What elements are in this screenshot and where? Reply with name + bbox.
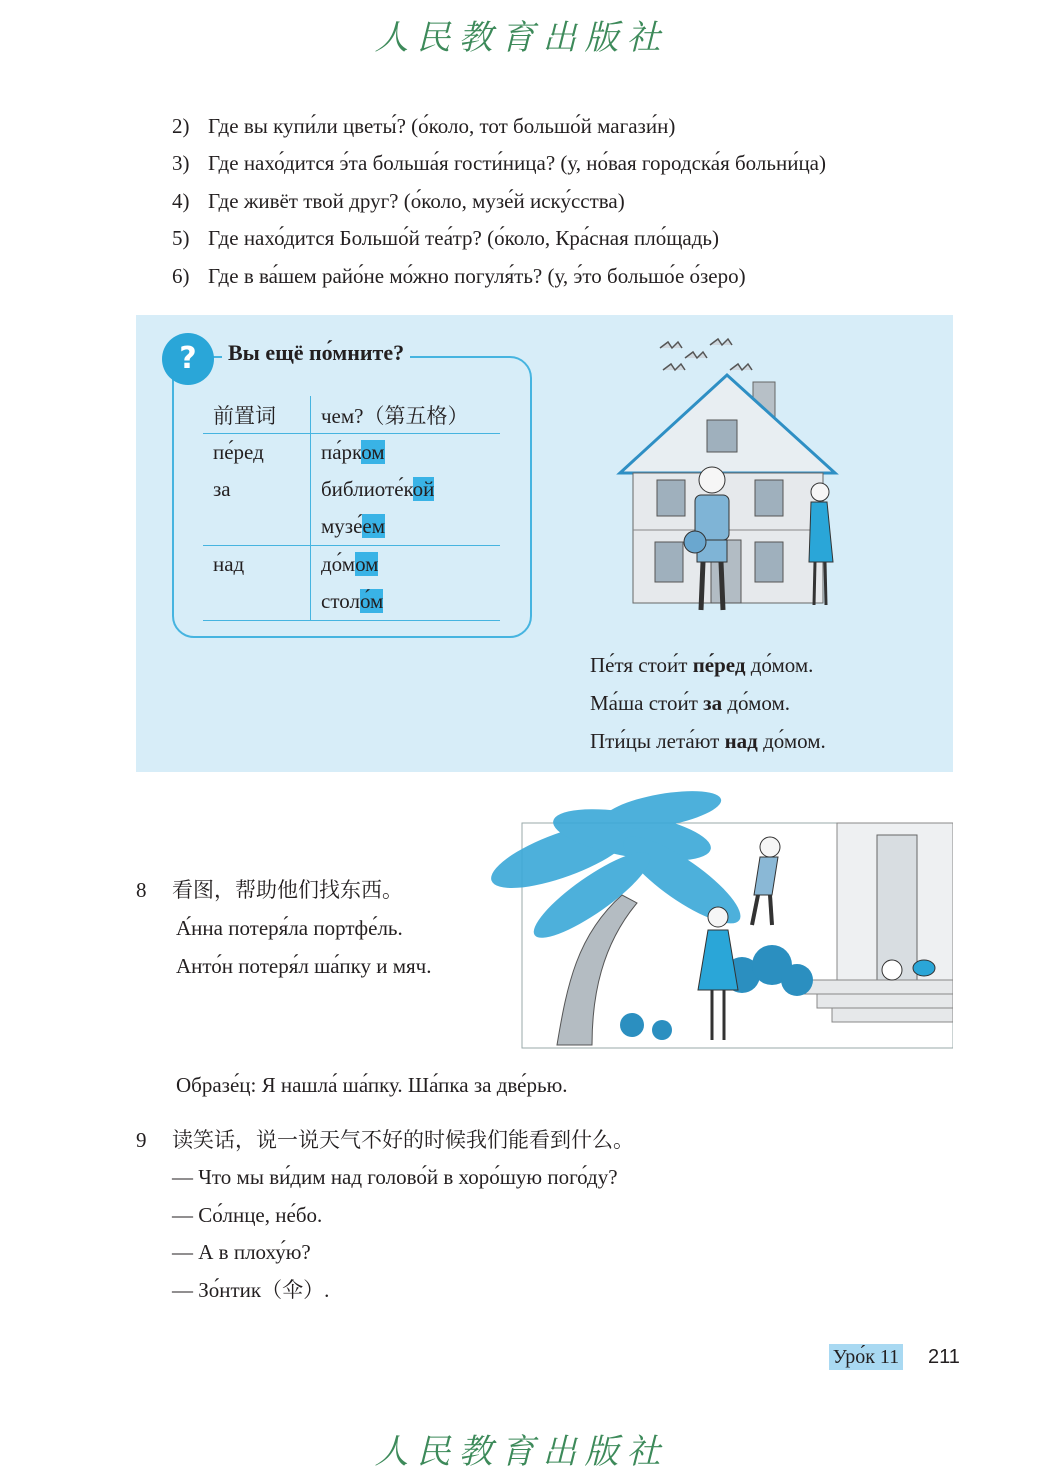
- preposition-cell: пе́ред: [203, 434, 311, 472]
- birds-icon: [660, 339, 752, 370]
- exercise-number: 9: [136, 1128, 147, 1152]
- question-text: Где вы купи́ли цветы́? (о́коло, тот большо́й магази́н): [208, 114, 676, 138]
- preposition-cell: над: [203, 546, 311, 584]
- question-number: 3): [172, 151, 190, 175]
- caption-preposition: пе́ред: [692, 653, 746, 677]
- preposition-cell: [203, 508, 311, 546]
- question-text: Где нахо́дится Большо́й теа́тр? (о́коло, Кра́сная пло́щадь): [208, 226, 720, 250]
- caption-text: до́мом.: [722, 691, 791, 715]
- caption-text: до́мом.: [745, 653, 814, 677]
- case-ending: ом: [355, 552, 379, 576]
- question-text: Где живёт твой друг? (о́коло, музе́й иску́сства): [208, 189, 625, 213]
- reminder-title: Вы ещё по́мните?: [222, 340, 410, 366]
- exercise-instruction: 读笑话，说一说天气不好的时候我们能看到什么。: [172, 1128, 634, 1152]
- table-header-row: [203, 396, 500, 434]
- table-row: [203, 583, 500, 621]
- dialogue-line: — Зо́нтик（伞）.: [172, 1278, 330, 1302]
- question-6: [172, 262, 746, 290]
- noun-stem: музе́: [321, 514, 363, 538]
- house-illustration: [615, 330, 840, 630]
- question-text: Где в ва́шем райо́не мо́жно погуля́ть? (у, э́то большо́е о́зеро): [208, 264, 746, 288]
- exercise-number: 8: [136, 878, 147, 902]
- caption-text: Пти́цы лета́ют: [590, 729, 725, 753]
- noun-stem: стол: [321, 589, 360, 613]
- caption-preposition: за: [703, 691, 723, 715]
- exercise-8-line: А́нна потеря́ла портфе́ль.: [176, 916, 403, 940]
- noun-cell: [311, 583, 501, 621]
- dialogue-line: — Со́лнце, не́бо.: [172, 1203, 323, 1227]
- caption-text: Ма́ша стои́т: [590, 691, 704, 715]
- caption-line: [590, 653, 813, 678]
- table-header-cell: чем?（第五格）: [311, 396, 501, 434]
- noun-cell: [311, 546, 501, 584]
- caption-line: [590, 691, 790, 716]
- table-row: [203, 508, 500, 546]
- example-line: Образе́ц: Я нашла́ ша́пку. Ша́пка за две́рью.: [176, 1073, 568, 1097]
- hat-icon: [913, 960, 935, 976]
- noun-stem: до́м: [321, 552, 356, 576]
- question-number: 6): [172, 264, 190, 288]
- question-3: [172, 149, 826, 177]
- question-4: [172, 187, 625, 215]
- noun-stem: библиоте́к: [321, 477, 413, 501]
- question-5: [172, 224, 719, 252]
- question-number: 4): [172, 189, 190, 213]
- table-row: [203, 434, 500, 472]
- preposition-cell: за: [203, 471, 311, 508]
- table-row: [203, 471, 500, 508]
- dialogue-line: — А в плоху́ю?: [172, 1240, 311, 1264]
- publisher-logo-top: 人民教育出版社: [374, 18, 669, 58]
- noun-cell: [311, 434, 501, 472]
- case-ending: ой: [412, 477, 435, 501]
- question-text: Где нахо́дится э́та больша́я гости́ница? (у, но́вая городска́я больни́ца): [208, 151, 826, 175]
- publisher-logo-bottom: 人民教育出版社: [374, 1432, 669, 1472]
- garden-illustration: [472, 785, 953, 1050]
- table-row: [203, 546, 500, 584]
- ball-icon: [882, 960, 902, 980]
- lesson-badge: Уро́к 11: [829, 1344, 903, 1370]
- caption-line: [590, 729, 826, 754]
- dialogue-line: — Что мы ви́дим над голово́й в хоро́шую пого́ду?: [172, 1165, 618, 1189]
- case-ending: о́м: [359, 589, 384, 613]
- exercise-8-heading: [136, 876, 403, 904]
- exercise-instruction: 看图，帮助他们找东西。: [172, 878, 403, 902]
- noun-cell: [311, 508, 501, 546]
- question-mark-icon: ?: [162, 333, 214, 385]
- caption-text: до́мом.: [757, 729, 826, 753]
- noun-stem: па́рк: [321, 440, 362, 464]
- case-ending: ем: [362, 514, 386, 538]
- question-2: [172, 112, 675, 140]
- preposition-cell: [203, 583, 311, 621]
- case-ending: ом: [361, 440, 385, 464]
- page-number: 211: [928, 1346, 960, 1368]
- preposition-table: [203, 396, 500, 621]
- noun-cell: [311, 471, 501, 508]
- caption-preposition: над: [724, 729, 758, 753]
- caption-text: Пе́тя стои́т: [590, 653, 693, 677]
- question-number: 5): [172, 226, 190, 250]
- question-number: 2): [172, 114, 190, 138]
- table-header-cell: 前置词: [203, 396, 311, 434]
- exercise-9-heading: [136, 1126, 634, 1154]
- exercise-8-line: Анто́н потеря́л ша́пку и мяч.: [176, 954, 432, 978]
